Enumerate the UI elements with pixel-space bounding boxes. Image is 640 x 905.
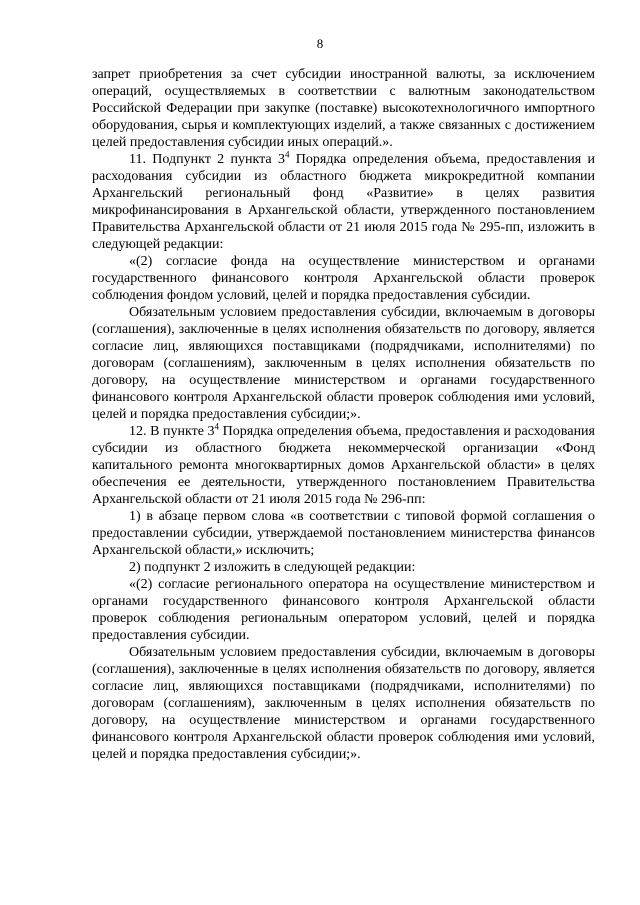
- paragraph-item-11: [92, 151, 595, 253]
- superscript-4: 4: [284, 149, 290, 160]
- page-number: 8: [316, 36, 324, 51]
- paragraph-mandatory-condition: Обязательным условием предоставления субсидии, включаемым в договоры (соглашения), заключенные в целях исполнения обязательств по договору, является согласие лиц, являющихся поставщиками (подрядчиками, исполнителями) по договорам (соглашениям), заключенным в целях исполнения обязательств по договору, на осуществление министерством и органами государственного финансового контроля Архангельской области проверок соблюдения ими условий, целей и порядка предоставления субсидии;».: [92, 305, 595, 422]
- paragraph-continuation: запрет приобретения за счет субсидии иностранной валюты, за исключением операций, осуществляемых в соответствии с валютным законодательством Российской Федерации при закупке (поставке) высокотехнологичного импортного оборудования, сырья и комплектующих изделий, а также связанных с достижением целей предоставления субсидии иных операций.».: [92, 67, 595, 150]
- document-body: [92, 66, 595, 763]
- paragraph-item-11-rest: Порядка определения объема, предоставления и расходования субсидии из областного бюджета микрокредитной компании Архангельский региональный фонд «Развитие» в целях развития микрофинансирования в Архангельской области, утвержденного постановлением Правительства Архангельской области от 21 июля 2015 года № 295-пп, изложить в следующей редакции:: [92, 152, 596, 252]
- paragraph-item-12-start: 12. В пункте 3: [129, 424, 215, 439]
- paragraph-item-12-rest: Порядка определения объема, предоставления и расходования субсидии из областного бюджета некоммерческой организации «Фонд капитального ремонта многоквартирных домов Архангельской области» в целях обеспечения ее деятельности, утвержденного постановлением Правительства Архангельской области от 21 июля 2015 года № 296-пп:: [92, 424, 595, 507]
- paragraph-mandatory-condition-2: Обязательным условием предоставления субсидии, включаемым в договоры (соглашения), заключенные в целях исполнения обязательств по договору, является согласие лиц, являющихся поставщиками (подрядчиками, исполнителями) по договорам (соглашениям), заключенным в целях исполнения обязательств по договору, на осуществление министерством и органами государственного финансового контроля Архангельской области проверок соблюдения ими условий, целей и порядка предоставления субсидии;».: [92, 645, 595, 762]
- quoted-subitem-2-operator: «(2) согласие регионального оператора на осуществление министерством и органами государственного финансового контроля Архангельской области проверок соблюдения региональным оператором условий, целей и порядка предоставления субсидии.: [92, 577, 595, 643]
- subitem-2-new-wording: 2) подпункт 2 изложить в следующей редакции:: [129, 560, 416, 575]
- superscript-4: 4: [214, 421, 220, 432]
- subitem-1-remove-words: 1) в абзаце первом слова «в соответствии с типовой формой соглашения о предоставлении субсидии, утверждаемой постановлением министерства финансов Архангельской области,» исключить;: [92, 509, 595, 558]
- paragraph-item-11-start: 11. Подпункт 2 пункта 3: [129, 152, 285, 167]
- quoted-subitem-2-fund: «(2) согласие фонда на осуществление министерством и органами государственного финансового контроля Архангельской области проверок соблюдения фондом условий, целей и порядка предоставления субсидии.: [92, 254, 595, 303]
- paragraph-item-12: [92, 423, 595, 508]
